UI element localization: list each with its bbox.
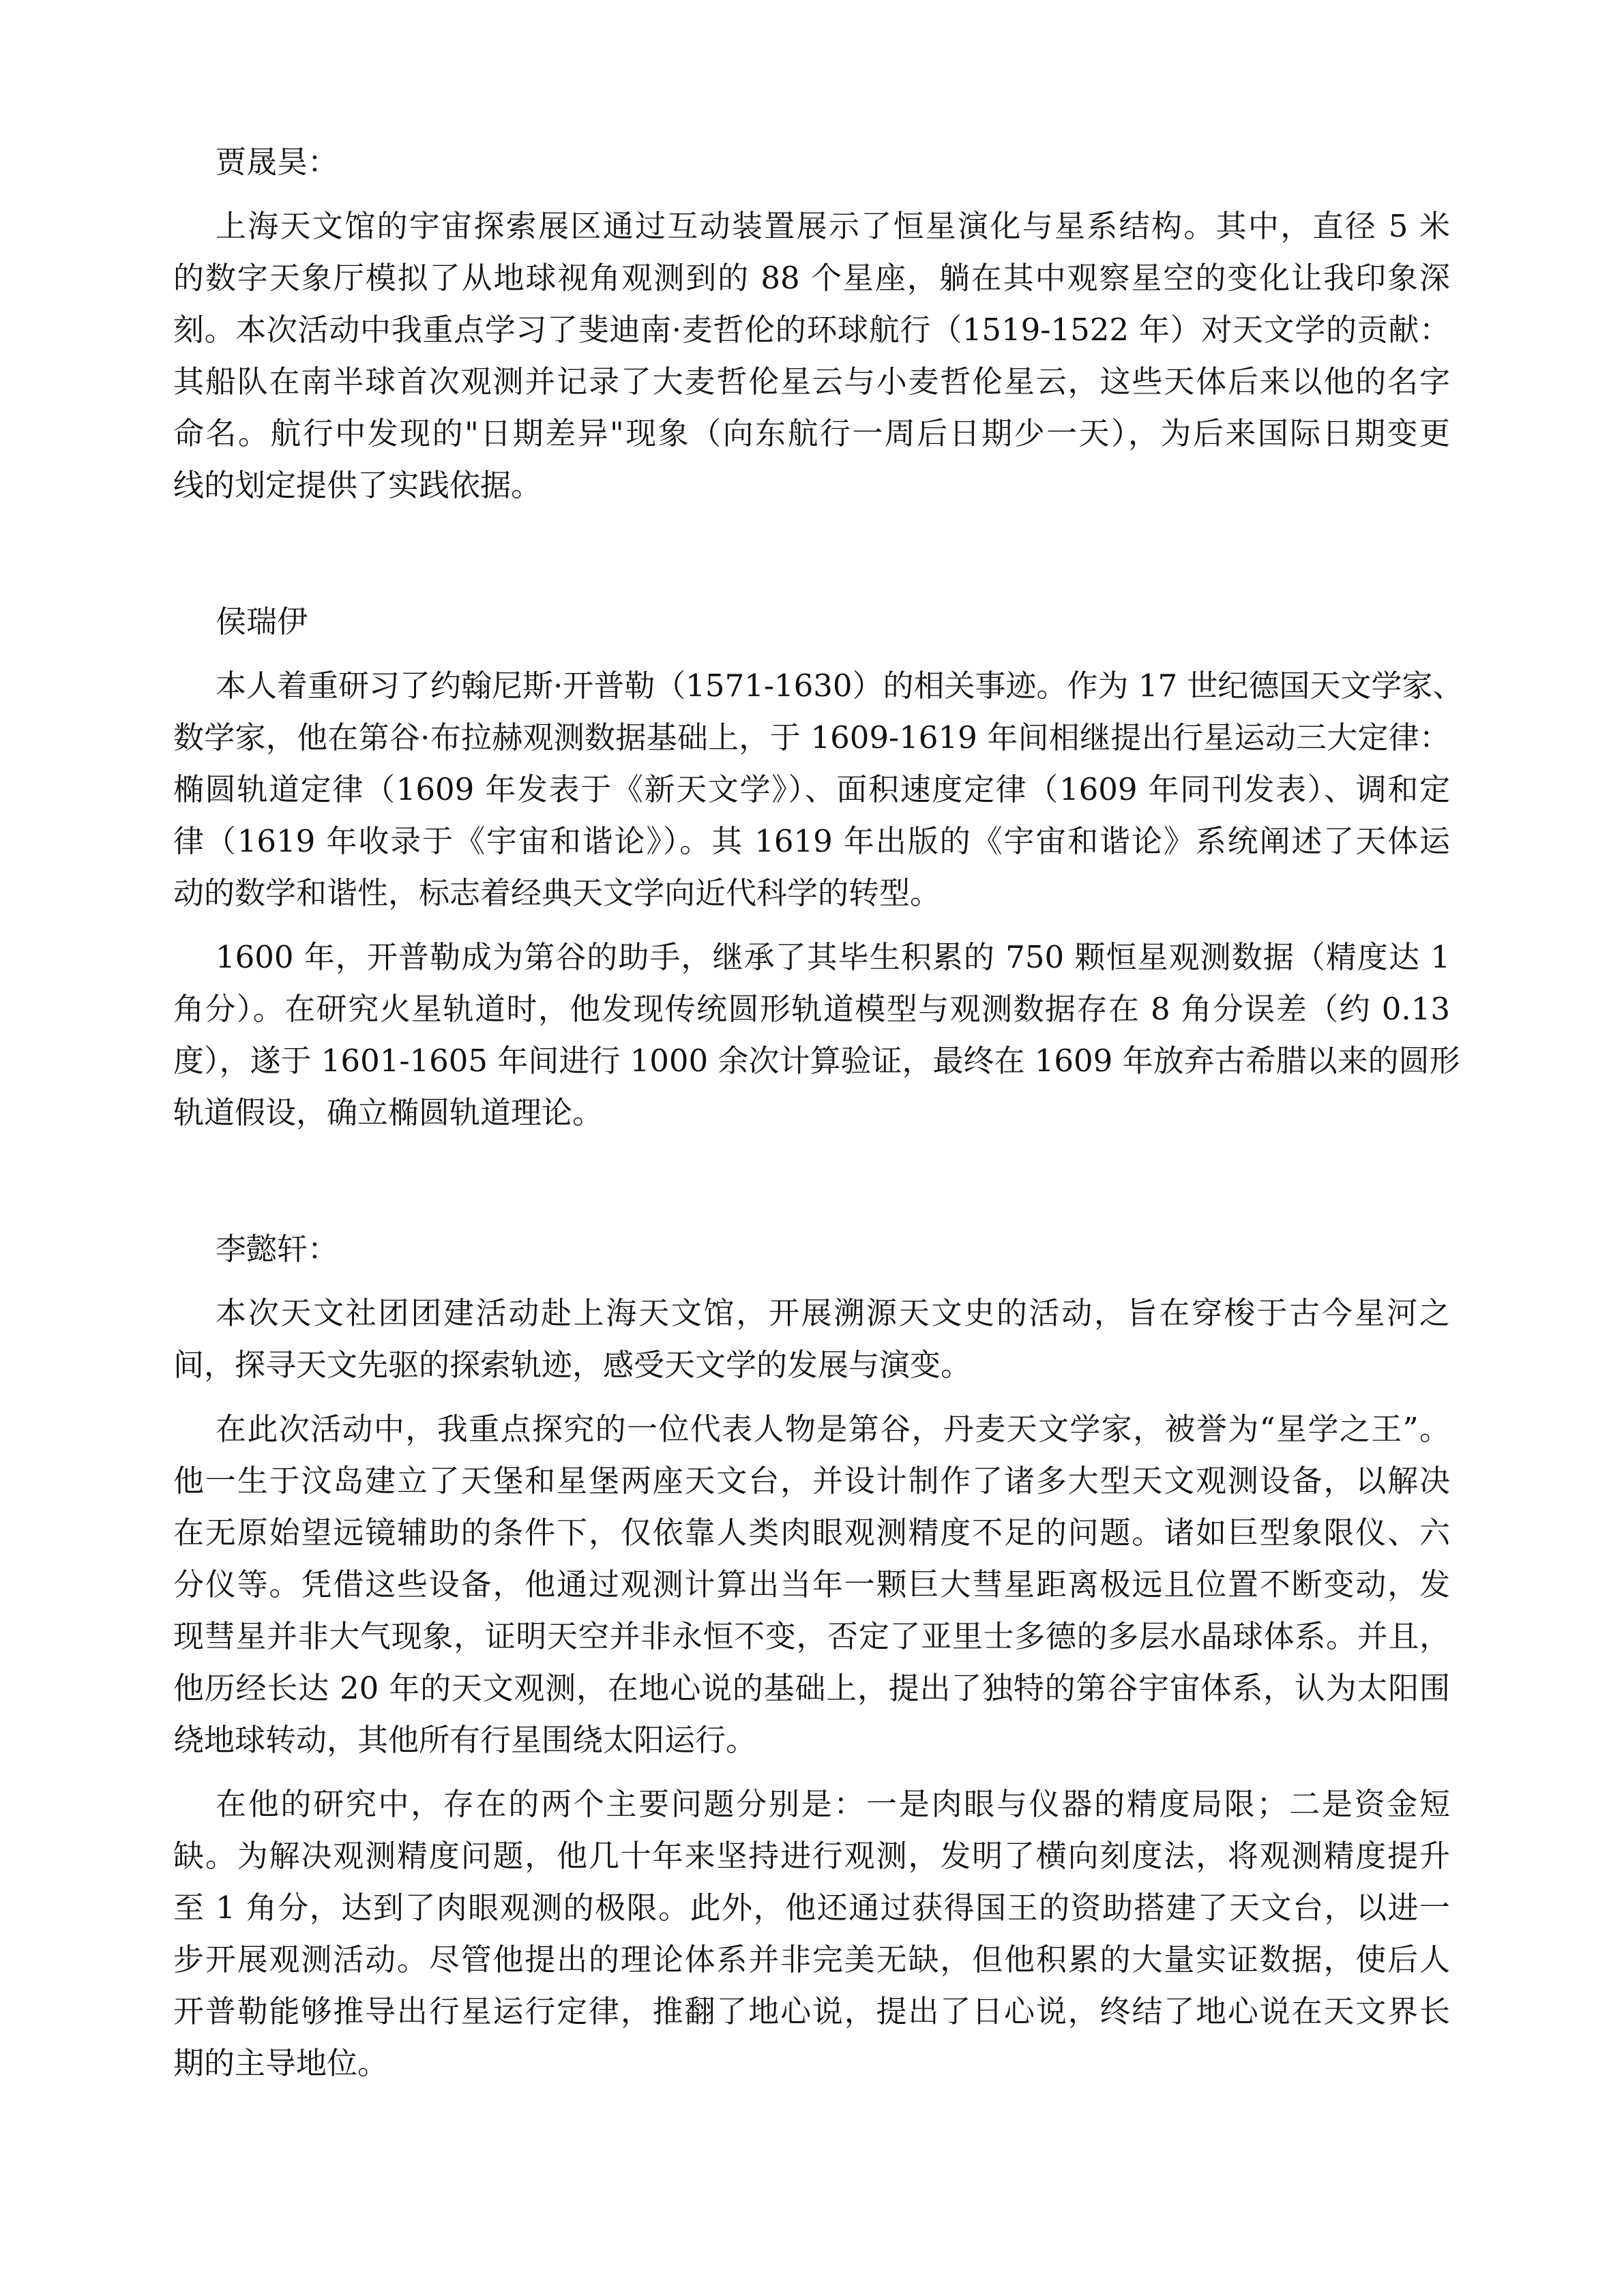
paragraph-line: 在此次活动中，我重点探究的一位代表人物是第谷，丹麦天文学家，被誉为“星学之王”。 — [216, 1411, 1450, 1447]
author-section — [173, 1223, 1450, 2089]
body-paragraph — [173, 660, 1464, 919]
body-paragraph — [173, 1403, 1450, 1766]
paragraph-line: 他一生于汶岛建立了天堡和星堡两座天文台，并设计制作了诸多大型天文观测设备，以解决 — [173, 1463, 1450, 1499]
paragraph-line: 刻。本次活动中我重点学习了斐迪南·麦哲伦的环球航行（1519-1522 年）对天文学的贡献： — [173, 312, 1450, 348]
paragraph-line: 至 1 角分，达到了肉眼观测的极限。此外，他还通过获得国王的资助搭建了天文台，以进一 — [173, 1890, 1450, 1926]
paragraph-line: 步开展观测活动。尽管他提出的理论体系并非完美无缺，但他积累的大量实证数据，使后人 — [173, 1941, 1450, 1978]
paragraph-line: 数学家，他在第谷·布拉赫观测数据基础上，于 1609-1619 年间相继提出行星运动三大定律： — [173, 719, 1450, 756]
paragraph-line: 角分）。在研究火星轨道时，他发现传统圆形轨道模型与观测数据存在 8 角分误差（约 0.13 — [173, 991, 1450, 1027]
paragraph-line: 的数字天象厅模拟了从地球视角观测到的 88 个星座，躺在其中观察星空的变化让我印象深 — [173, 260, 1450, 296]
paragraph-line: 上海天文馆的宇宙探索展区通过互动装置展示了恒星演化与星系结构。其中，直径 5 米 — [216, 208, 1450, 244]
body-paragraph — [173, 200, 1450, 511]
paragraph-line: 现彗星并非大气现象，证明天空并非永恒不变，否定了亚里士多德的多层水晶球体系。并且， — [173, 1618, 1450, 1654]
paragraph-line: 在他的研究中，存在的两个主要问题分别是：一是肉眼与仪器的精度局限；二是资金短 — [216, 1786, 1450, 1822]
paragraph-line: 椭圆轨道定律（1609 年发表于《新天文学》）、面积速度定律（1609 年同刊发表）、调和定 — [173, 771, 1450, 807]
paragraph-line: 间，探寻天文先驱的探索轨迹，感受天文学的发展与演变。 — [173, 1347, 972, 1383]
paragraph-line: 其船队在南半球首次观测并记录了大麦哲伦星云与小麦哲伦星云，这些天体后来以他的名字 — [173, 363, 1450, 400]
paragraph-line: 1600 年，开普勒成为第谷的助手，继承了其毕生积累的 750 颗恒星观测数据（精度达 1 — [216, 939, 1450, 975]
author-section — [173, 136, 1450, 511]
author-name: 李懿轩： — [216, 1231, 339, 1267]
paragraph-line: 开普勒能够推导出行星运行定律，推翻了地心说，提出了日心说，终结了地心说在天文界长 — [173, 1993, 1450, 2029]
paragraph-line: 动的数学和谐性，标志着经典天文学向近代科学的转型。 — [173, 875, 941, 911]
paragraph-line: 轨道假设，确立椭圆轨道理论。 — [173, 1094, 604, 1131]
document-page — [173, 136, 1464, 2102]
paragraph-line: 分仪等。凭借这些设备，他通过观测计算出当年一颗巨大彗星距离极远且位置不断变动，发 — [173, 1566, 1450, 1602]
author-name: 贾晟昊： — [216, 144, 339, 180]
paragraph-line: 度），遂于 1601-1605 年间进行 1000 余次计算验证，最终在 1609 年放弃古希腊以来的圆形 — [173, 1043, 1460, 1079]
body-paragraph — [173, 931, 1460, 1139]
author-name: 侯瑞伊 — [216, 603, 308, 640]
paragraph-line: 命名。航行中发现的"日期差异"现象（向东航行一周后日期少一天），为后来国际日期变更 — [173, 415, 1450, 451]
author-section — [173, 596, 1464, 1139]
paragraph-line: 律（1619 年收录于《宇宙和谐论》）。其 1619 年出版的《宇宙和谐论》系统阐述了天体运 — [173, 823, 1450, 859]
paragraph-line: 绕地球转动，其他所有行星围绕太阳运行。 — [173, 1722, 757, 1758]
paragraph-line: 期的主导地位。 — [173, 2045, 389, 2081]
paragraph-line: 本人着重研习了约翰尼斯·开普勒（1571-1630）的相关事迹。作为 17 世纪德国天文学家、 — [216, 668, 1464, 704]
paragraph-line: 缺。为解决观测精度问题，他几十年来坚持进行观测，发明了横向刻度法，将观测精度提升 — [173, 1838, 1450, 1874]
paragraph-line: 本次天文社团团建活动赴上海天文馆，开展溯源天文史的活动，旨在穿梭于古今星河之 — [216, 1295, 1450, 1331]
paragraph-line: 他历经长达 20 年的天文观测，在地心说的基础上，提出了独特的第谷宇宙体系，认为太阳围 — [173, 1670, 1450, 1706]
body-paragraph — [173, 1778, 1450, 2089]
paragraph-line: 在无原始望远镜辅助的条件下，仅依靠人类肉眼观测精度不足的问题。诸如巨型象限仪、六 — [173, 1515, 1450, 1551]
paragraph-line: 线的划定提供了实践依据。 — [173, 467, 542, 503]
body-paragraph — [173, 1287, 1450, 1391]
